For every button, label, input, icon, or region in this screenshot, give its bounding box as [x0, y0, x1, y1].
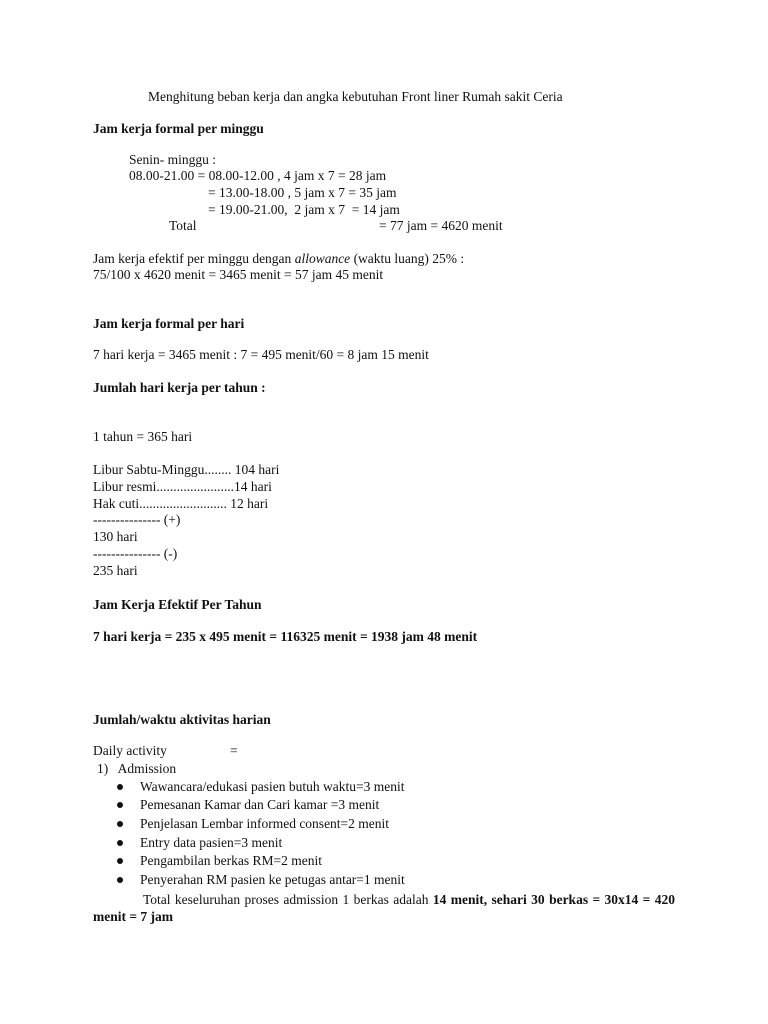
subtotal-days: 130 hari [93, 529, 138, 544]
admission-summary [93, 891, 675, 925]
list-item: Hak cuti.......................... 12 hari [93, 496, 269, 511]
effective-weekly-suffix: (waktu luang) 25% : [350, 251, 465, 266]
daily-activity-equals: = [230, 743, 238, 758]
document-title: Menghitung beban kerja dan angka kebutuhan Front liner Rumah sakit Ceria [148, 89, 563, 104]
bullet-icon [117, 858, 123, 864]
weekly-row-3: = 19.00-21.00, 2 jam x 7 = 14 jam [208, 202, 400, 217]
effective-weekly-calc: 75/100 x 4620 menit = 3465 menit = 57 jam 45 menit [93, 267, 384, 282]
list-item: Wawancara/edukasi pasien butuh waktu=3 menit [140, 779, 405, 794]
list-item: Pengambilan berkas RM=2 menit [140, 853, 322, 868]
list-item: Pemesanan Kamar dan Cari kamar =3 menit [140, 797, 380, 812]
weekly-row-1: 08.00-21.00 = 08.00-12.00 , 4 jam x 7 = 28 jam [129, 168, 387, 183]
heading-daily-formal: Jam kerja formal per hari [93, 316, 245, 331]
separator-minus: --------------- (-) [93, 546, 178, 561]
heading-work-days-year: Jumlah hari kerja per tahun : [93, 380, 266, 395]
result-days: 235 hari [93, 563, 138, 578]
effective-year-calc: 7 hari kerja = 235 x 495 menit = 116325 menit = 1938 jam 48 menit [93, 629, 478, 644]
separator-plus: --------------- (+) [93, 512, 181, 527]
weekly-row-2: = 13.00-18.00 , 5 jam x 7 = 35 jam [208, 185, 397, 200]
summary-text: Total keseluruhan proses admission 1 berkas adalah [143, 892, 433, 907]
daily-activity-label: Daily activity [93, 743, 167, 758]
bullet-icon [117, 821, 123, 827]
weekly-total-label: Total [169, 218, 197, 233]
weekly-total-value: = 77 jam = 4620 menit [379, 218, 503, 233]
allowance-word: allowance [294, 251, 351, 266]
bullet-icon [117, 877, 123, 883]
list-item: Libur Sabtu-Minggu........ 104 hari [93, 462, 280, 477]
list-item: Libur resmi.......................14 hari [93, 479, 272, 494]
list-item: Entry data pasien=3 menit [140, 835, 283, 850]
heading-effective-year: Jam Kerja Efektif Per Tahun [93, 597, 262, 612]
bullet-icon [117, 784, 123, 790]
list-item: Penjelasan Lembar informed consent=2 menit [140, 816, 390, 831]
bullet-icon [117, 840, 123, 846]
daily-formal-calc: 7 hari kerja = 3465 menit : 7 = 495 menit/60 = 8 jam 15 menit [93, 347, 429, 362]
effective-weekly-prefix: Jam kerja efektif per minggu dengan [93, 251, 295, 266]
heading-weekly-formal: Jam kerja formal per minggu [93, 121, 264, 136]
summary-bold: 14 menit, sehari 30 berkas = 30x14 = 420 menit = 7 jam [93, 892, 675, 924]
admission-item: 1) Admission [97, 761, 177, 776]
heading-daily-activity: Jumlah/waktu aktivitas harian [93, 712, 271, 727]
bullet-icon [117, 802, 123, 808]
effective-weekly-line [93, 251, 464, 267]
year-days: 1 tahun = 365 hari [93, 429, 193, 444]
list-item: Penyerahan RM pasien ke petugas antar=1 menit [140, 872, 405, 887]
weekly-days: Senin- minggu : [129, 152, 216, 167]
